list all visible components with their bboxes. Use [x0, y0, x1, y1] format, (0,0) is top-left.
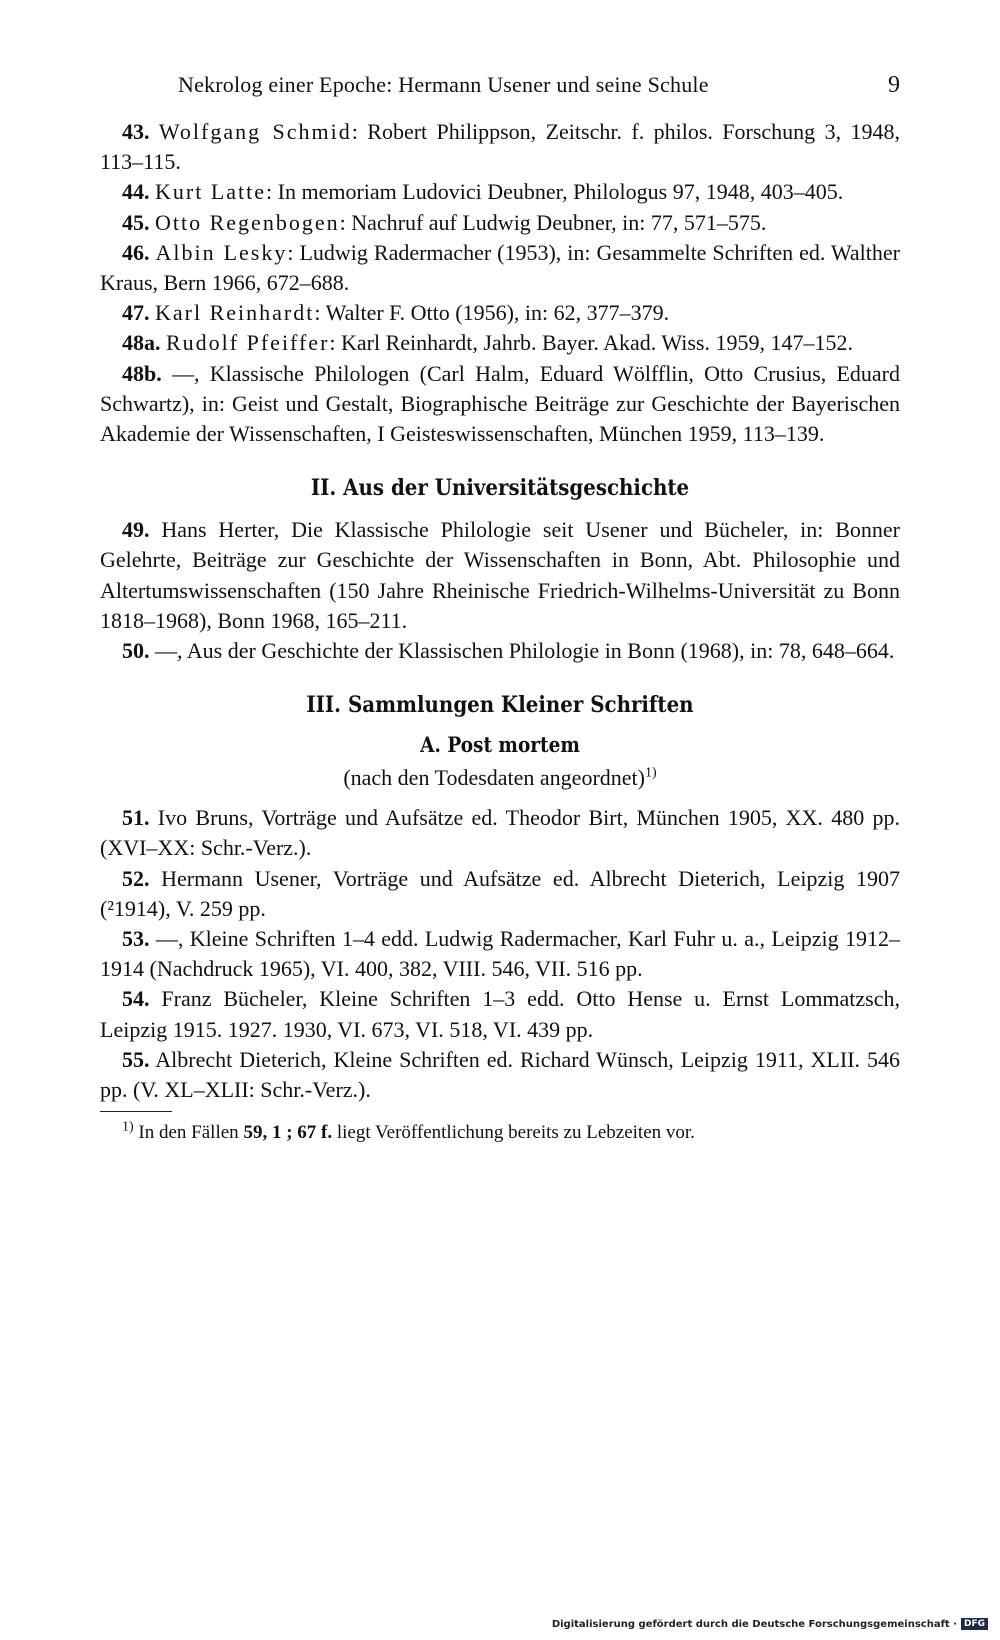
running-header: [178, 72, 900, 99]
bibliography-entry: 50. —, Aus der Geschichte der Klassischen Philologie in Bonn (1968), in: 78, 648–664.: [122, 638, 895, 664]
bibliography-entry: 54. Franz Bücheler, Kleine Schriften 1–3 edd. Otto Hense u. Ernst Lommatzsch, Leipzig 1915. 1927. 1930, VI. 673, VI. 518, VI. 439 pp.: [100, 986, 901, 1042]
entries-continued: [100, 117, 900, 449]
bibliography-entry: 52. Hermann Usener, Vorträge und Aufsätze ed. Albrecht Dieterich, Leipzig 1907 (²1914), V. 259 pp.: [100, 865, 900, 921]
bibliography-entry: 43. Wolfgang Schmid: Robert Philippson, Zeitschr. f. philos. Forschung 3, 1948, 113–115.: [100, 119, 900, 175]
page: [100, 72, 900, 1146]
page-number: 9: [888, 72, 900, 98]
digitization-credit: Digitalisierung gefördert durch die Deutsche Forschungsgemeinschaft · DFG: [552, 1618, 988, 1630]
bibliography-entry: 48a. Rudolf Pfeiffer: Karl Reinhardt, Jahrb. Bayer. Akad. Wiss. 1959, 147–152.: [122, 330, 853, 356]
section-heading-kleine-schriften: III. Sammlungen Kleiner Schriften: [306, 692, 694, 719]
bibliography-entry: 45. Otto Regenbogen: Nachruf auf Ludwig Deubner, in: 77, 571–575.: [122, 209, 767, 235]
bibliography-entry: 44. Kurt Latte: In memoriam Ludovici Deubner, Philologus 97, 1948, 403–405.: [122, 179, 844, 205]
bibliography-entry: 47. Karl Reinhardt: Walter F. Otto (1956), in: 62, 377–379.: [122, 300, 670, 326]
footnote-rule: [100, 1111, 172, 1112]
section-universitaetsgeschichte: [100, 515, 900, 666]
bibliography-entry: 51. Ivo Bruns, Vorträge und Aufsätze ed. Theodor Birt, München 1905, XX. 480 pp. (XVI–XX: Schr.-Verz.).: [100, 805, 901, 861]
ordering-note: (nach den Todesdaten angeordnet)$^{1)}$: [343, 765, 657, 791]
footnote: $^{1)}$ In den Fällen 59, 1 ; 67 f. liegt Veröffentlichung bereits zu Lebzeiten vor.: [122, 1119, 695, 1144]
bibliography-entry: 48b. —, Klassische Philologen (Carl Halm, Eduard Wölfflin, Otto Crusius, Eduard Schwartz), in: Geist und Gestalt, Biographische Beiträge zur Geschichte der Bayerischen Akademie der Wissenschaften, I Geisteswissenschaften, München 1959, 113–139.: [100, 360, 901, 447]
dfg-logo-icon: DFG: [961, 1618, 988, 1630]
bibliography-entry: 46. Albin Lesky: Ludwig Radermacher (1953), in: Gesammelte Schriften ed. Walther Kraus, Bern 1966, 672–688.: [100, 239, 901, 296]
bibliography-entry: 55. Albrecht Dieterich, Kleine Schriften ed. Richard Wünsch, Leipzig 1911, XLII. 546 pp. (V. XL–XLII: Schr.-Verz.).: [100, 1046, 900, 1103]
bibliography-entry: 53. —, Kleine Schriften 1–4 edd. Ludwig Radermacher, Karl Fuhr u. a., Leipzig 1912–1914 (Nachdruck 1965), VI. 400, 382, VIII. 546, VII. 516 pp.: [100, 926, 900, 982]
subsection-heading-post-mortem: A. Post mortem: [420, 732, 580, 758]
section-heading-universitaetsgeschichte: II. Aus der Universitätsgeschichte: [310, 475, 690, 502]
bibliography-entry: 49. Hans Herter, Die Klassische Philologie seit Usener und Bücheler, in: Bonner Gelehrte, Beiträge zur Geschichte der Wissenschaften in Bonn, Abt. Philosophie und Altertumswissenschaften (150 Jahre Rheinische Friedrich-Wilhelms-Universität zu Bonn 1818–1968), Bonn 1968, 165–211.: [100, 517, 901, 633]
footnote-marker: 1): [122, 1119, 134, 1135]
footnote-marker: 1): [644, 765, 657, 781]
section-kleine-schriften: [100, 803, 900, 1105]
running-title: Nekrolog einer Epoche: Hermann Usener und seine Schule: [178, 72, 709, 97]
